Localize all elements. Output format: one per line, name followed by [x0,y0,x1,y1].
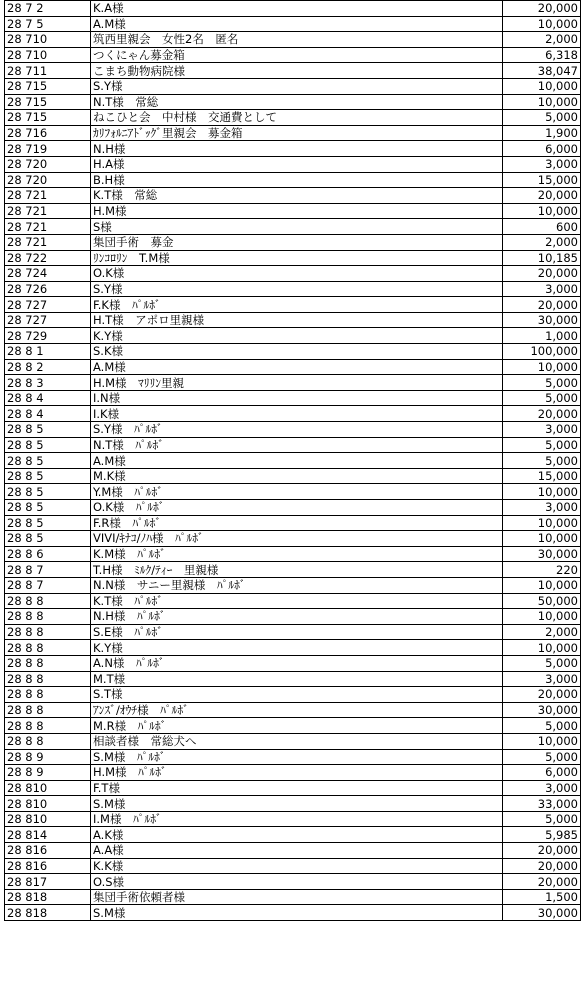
amount-cell: 3,000 [503,422,581,438]
description-cell: I.M様 ﾊﾟﾙﾎﾞ [91,811,503,827]
date-cell: 28 8 5 [5,500,91,516]
description-cell: A.M様 [91,16,503,32]
amount-cell: 10,000 [503,484,581,500]
table-row [5,375,581,391]
table-row [5,796,581,812]
description-cell: A.A様 [91,843,503,859]
date-cell: 28 8 4 [5,406,91,422]
description-cell: A.K様 [91,827,503,843]
date-cell: 28 814 [5,827,91,843]
description-cell: S.Y様 ﾊﾟﾙﾎﾞ [91,422,503,438]
amount-cell: 1,000 [503,328,581,344]
table-row [5,359,581,375]
description-cell: S.M様 [91,796,503,812]
date-cell: 28 8 5 [5,453,91,469]
description-cell: N.T様 ﾊﾟﾙﾎﾞ [91,437,503,453]
date-cell: 28 710 [5,47,91,63]
date-cell: 28 726 [5,281,91,297]
date-cell: 28 710 [5,32,91,48]
date-cell: 28 8 8 [5,624,91,640]
description-cell: O.S様 [91,874,503,890]
amount-cell: 10,000 [503,733,581,749]
description-cell: S.E様 ﾊﾟﾙﾎﾞ [91,624,503,640]
date-cell: 28 722 [5,250,91,266]
table-row [5,78,581,94]
description-cell: A.M様 [91,453,503,469]
table-row [5,250,581,266]
table-row [5,328,581,344]
amount-cell: 20,000 [503,406,581,422]
amount-cell: 3,000 [503,780,581,796]
amount-cell: 50,000 [503,593,581,609]
amount-cell: 5,985 [503,827,581,843]
description-cell: K.T様 常総 [91,188,503,204]
date-cell: 28 8 4 [5,390,91,406]
table-row [5,141,581,157]
table-row [5,843,581,859]
description-cell: つくにゃん募金箱 [91,47,503,63]
table-row [5,749,581,765]
amount-cell: 600 [503,219,581,235]
description-cell: M.K様 [91,468,503,484]
amount-cell: 3,000 [503,671,581,687]
amount-cell: 38,047 [503,63,581,79]
date-cell: 28 8 5 [5,515,91,531]
amount-cell: 3,000 [503,500,581,516]
table-row [5,702,581,718]
description-cell: K.K様 [91,858,503,874]
date-cell: 28 715 [5,94,91,110]
date-cell: 28 720 [5,172,91,188]
amount-cell: 10,000 [503,609,581,625]
table-row [5,577,581,593]
date-cell: 28 8 8 [5,671,91,687]
table-row [5,453,581,469]
table-row [5,640,581,656]
amount-cell: 5,000 [503,437,581,453]
description-cell: I.K様 [91,406,503,422]
table-row [5,390,581,406]
table-row [5,203,581,219]
amount-cell: 220 [503,562,581,578]
amount-cell: 10,000 [503,203,581,219]
table-row [5,671,581,687]
date-cell: 28 8 3 [5,375,91,391]
date-cell: 28 8 6 [5,546,91,562]
description-cell: VIVI/ｷﾅｺ/ﾉﾊ様 ﾊﾟﾙﾎﾞ [91,531,503,547]
description-cell: H.M様 [91,203,503,219]
description-cell: M.T様 [91,671,503,687]
table-row [5,312,581,328]
date-cell: 28 8 5 [5,422,91,438]
description-cell: S.M様 ﾊﾟﾙﾎﾞ [91,749,503,765]
description-cell: N.H様 ﾊﾟﾙﾎﾞ [91,609,503,625]
date-cell: 28 727 [5,312,91,328]
date-cell: 28 8 7 [5,577,91,593]
description-cell: K.Y様 [91,328,503,344]
amount-cell: 3,000 [503,281,581,297]
description-cell: I.N様 [91,390,503,406]
amount-cell: 6,000 [503,141,581,157]
date-cell: 28 810 [5,811,91,827]
table-row [5,905,581,921]
amount-cell: 5,000 [503,375,581,391]
date-cell: 28 8 9 [5,749,91,765]
date-cell: 28 721 [5,188,91,204]
description-cell: N.T様 常総 [91,94,503,110]
date-cell: 28 818 [5,905,91,921]
date-cell: 28 8 8 [5,733,91,749]
amount-cell: 2,000 [503,624,581,640]
table-row [5,47,581,63]
description-cell: N.H様 [91,141,503,157]
date-cell: 28 8 8 [5,702,91,718]
amount-cell: 5,000 [503,453,581,469]
description-cell: H.M様 ﾊﾟﾙﾎﾞ [91,765,503,781]
table-row [5,110,581,126]
table-row [5,234,581,250]
amount-cell: 5,000 [503,718,581,734]
amount-cell: 6,000 [503,765,581,781]
table-row [5,811,581,827]
description-cell: K.Y様 [91,640,503,656]
date-cell: 28 721 [5,219,91,235]
description-cell: K.A様 [91,1,503,17]
amount-cell: 6,318 [503,47,581,63]
date-cell: 28 724 [5,266,91,282]
table-row [5,94,581,110]
table-row [5,344,581,360]
table-row [5,484,581,500]
description-cell: こまち動物病院様 [91,63,503,79]
description-cell: S.K様 [91,344,503,360]
table-row [5,546,581,562]
amount-cell: 10,000 [503,640,581,656]
date-cell: 28 810 [5,796,91,812]
table-row [5,63,581,79]
table-row [5,858,581,874]
description-cell: A.M様 [91,359,503,375]
description-cell: N.N様 サニー里親様 ﾊﾟﾙﾎﾞ [91,577,503,593]
description-cell: S.M様 [91,905,503,921]
description-cell: ﾘﾝｺﾛﾘﾝ T.M様 [91,250,503,266]
date-cell: 28 810 [5,780,91,796]
description-cell: ねこひと会 中村様 交通費として [91,110,503,126]
date-cell: 28 816 [5,858,91,874]
description-cell: O.K様 ﾊﾟﾙﾎﾞ [91,500,503,516]
table-row [5,156,581,172]
description-cell: 相談者様 常総犬へ [91,733,503,749]
amount-cell: 5,000 [503,110,581,126]
date-cell: 28 816 [5,843,91,859]
date-cell: 28 715 [5,110,91,126]
table-row [5,531,581,547]
amount-cell: 2,000 [503,32,581,48]
amount-cell: 3,000 [503,156,581,172]
amount-cell: 20,000 [503,858,581,874]
table-row [5,219,581,235]
date-cell: 28 720 [5,156,91,172]
description-cell: S.Y様 [91,281,503,297]
amount-cell: 15,000 [503,172,581,188]
date-cell: 28 8 9 [5,765,91,781]
description-cell: S.Y様 [91,78,503,94]
date-cell: 28 729 [5,328,91,344]
table-row [5,1,581,17]
description-cell: K.T様 ﾊﾟﾙﾎﾞ [91,593,503,609]
amount-cell: 20,000 [503,843,581,859]
description-cell: ｱﾝｽﾞ/ｵｳﾁ様 ﾊﾟﾙﾎﾞ [91,702,503,718]
date-cell: 28 8 5 [5,468,91,484]
table-row [5,624,581,640]
amount-cell: 20,000 [503,188,581,204]
table-row [5,515,581,531]
description-cell: S様 [91,219,503,235]
table-row [5,281,581,297]
table-row [5,500,581,516]
amount-cell: 15,000 [503,468,581,484]
amount-cell: 20,000 [503,297,581,313]
amount-cell: 5,000 [503,811,581,827]
table-row [5,718,581,734]
date-cell: 28 719 [5,141,91,157]
date-cell: 28 8 5 [5,484,91,500]
amount-cell: 5,000 [503,655,581,671]
date-cell: 28 711 [5,63,91,79]
description-cell: M.R様 ﾊﾟﾙﾎﾞ [91,718,503,734]
table-row [5,16,581,32]
table-row [5,780,581,796]
description-cell: B.H様 [91,172,503,188]
date-cell: 28 8 1 [5,344,91,360]
table-row [5,437,581,453]
amount-cell: 10,000 [503,531,581,547]
table-row [5,468,581,484]
amount-cell: 20,000 [503,1,581,17]
date-cell: 28 8 7 [5,562,91,578]
date-cell: 28 817 [5,874,91,890]
amount-cell: 30,000 [503,905,581,921]
description-cell: ｶﾘﾌｫﾙﾆｱﾄﾞｯｸﾞ里親会 募金箱 [91,125,503,141]
table-row [5,687,581,703]
date-cell: 28 8 5 [5,437,91,453]
amount-cell: 10,000 [503,16,581,32]
description-cell: H.A様 [91,156,503,172]
amount-cell: 20,000 [503,266,581,282]
date-cell: 28 8 8 [5,687,91,703]
amount-cell: 33,000 [503,796,581,812]
table-row [5,297,581,313]
date-cell: 28 8 5 [5,531,91,547]
table-row [5,125,581,141]
table-row [5,655,581,671]
amount-cell: 5,000 [503,749,581,765]
amount-cell: 20,000 [503,687,581,703]
table-row [5,188,581,204]
description-cell: S.T様 [91,687,503,703]
description-cell: H.T様 アポロ里親様 [91,312,503,328]
description-cell: Y.M様 ﾊﾟﾙﾎﾞ [91,484,503,500]
table-row [5,593,581,609]
amount-cell: 5,000 [503,390,581,406]
donation-table [4,0,581,921]
date-cell: 28 7 2 [5,1,91,17]
table-row [5,609,581,625]
table-row [5,422,581,438]
table-row [5,562,581,578]
date-cell: 28 727 [5,297,91,313]
amount-cell: 100,000 [503,344,581,360]
amount-cell: 1,900 [503,125,581,141]
amount-cell: 30,000 [503,702,581,718]
table-row [5,733,581,749]
amount-cell: 10,000 [503,94,581,110]
table-row [5,827,581,843]
table-row [5,32,581,48]
date-cell: 28 8 8 [5,718,91,734]
description-cell: H.M様 ﾏﾘﾘﾝ里親 [91,375,503,391]
date-cell: 28 8 8 [5,640,91,656]
table-row [5,266,581,282]
donation-rows [5,1,581,921]
date-cell: 28 8 8 [5,593,91,609]
date-cell: 28 7 5 [5,16,91,32]
date-cell: 28 721 [5,234,91,250]
date-cell: 28 721 [5,203,91,219]
table-row [5,172,581,188]
table-row [5,406,581,422]
amount-cell: 2,000 [503,234,581,250]
description-cell: T.H様 ﾐﾙｸ/ﾃｨｰ 里親様 [91,562,503,578]
description-cell: 集団手術依頼者様 [91,889,503,905]
description-cell: A.N様 ﾊﾟﾙﾎﾞ [91,655,503,671]
amount-cell: 1,500 [503,889,581,905]
table-row [5,765,581,781]
table-row [5,889,581,905]
date-cell: 28 8 2 [5,359,91,375]
description-cell: K.M様 ﾊﾟﾙﾎﾞ [91,546,503,562]
amount-cell: 30,000 [503,546,581,562]
date-cell: 28 818 [5,889,91,905]
amount-cell: 10,000 [503,515,581,531]
description-cell: 集団手術 募金 [91,234,503,250]
amount-cell: 20,000 [503,874,581,890]
amount-cell: 30,000 [503,312,581,328]
date-cell: 28 716 [5,125,91,141]
date-cell: 28 8 8 [5,655,91,671]
amount-cell: 10,000 [503,359,581,375]
amount-cell: 10,185 [503,250,581,266]
amount-cell: 10,000 [503,577,581,593]
table-row [5,874,581,890]
date-cell: 28 715 [5,78,91,94]
amount-cell: 10,000 [503,78,581,94]
description-cell: F.T様 [91,780,503,796]
description-cell: F.R様 ﾊﾟﾙﾎﾞ [91,515,503,531]
description-cell: O.K様 [91,266,503,282]
date-cell: 28 8 8 [5,609,91,625]
description-cell: F.K様 ﾊﾟﾙﾎﾞ [91,297,503,313]
description-cell: 筑西里親会 女性2名 匿名 [91,32,503,48]
